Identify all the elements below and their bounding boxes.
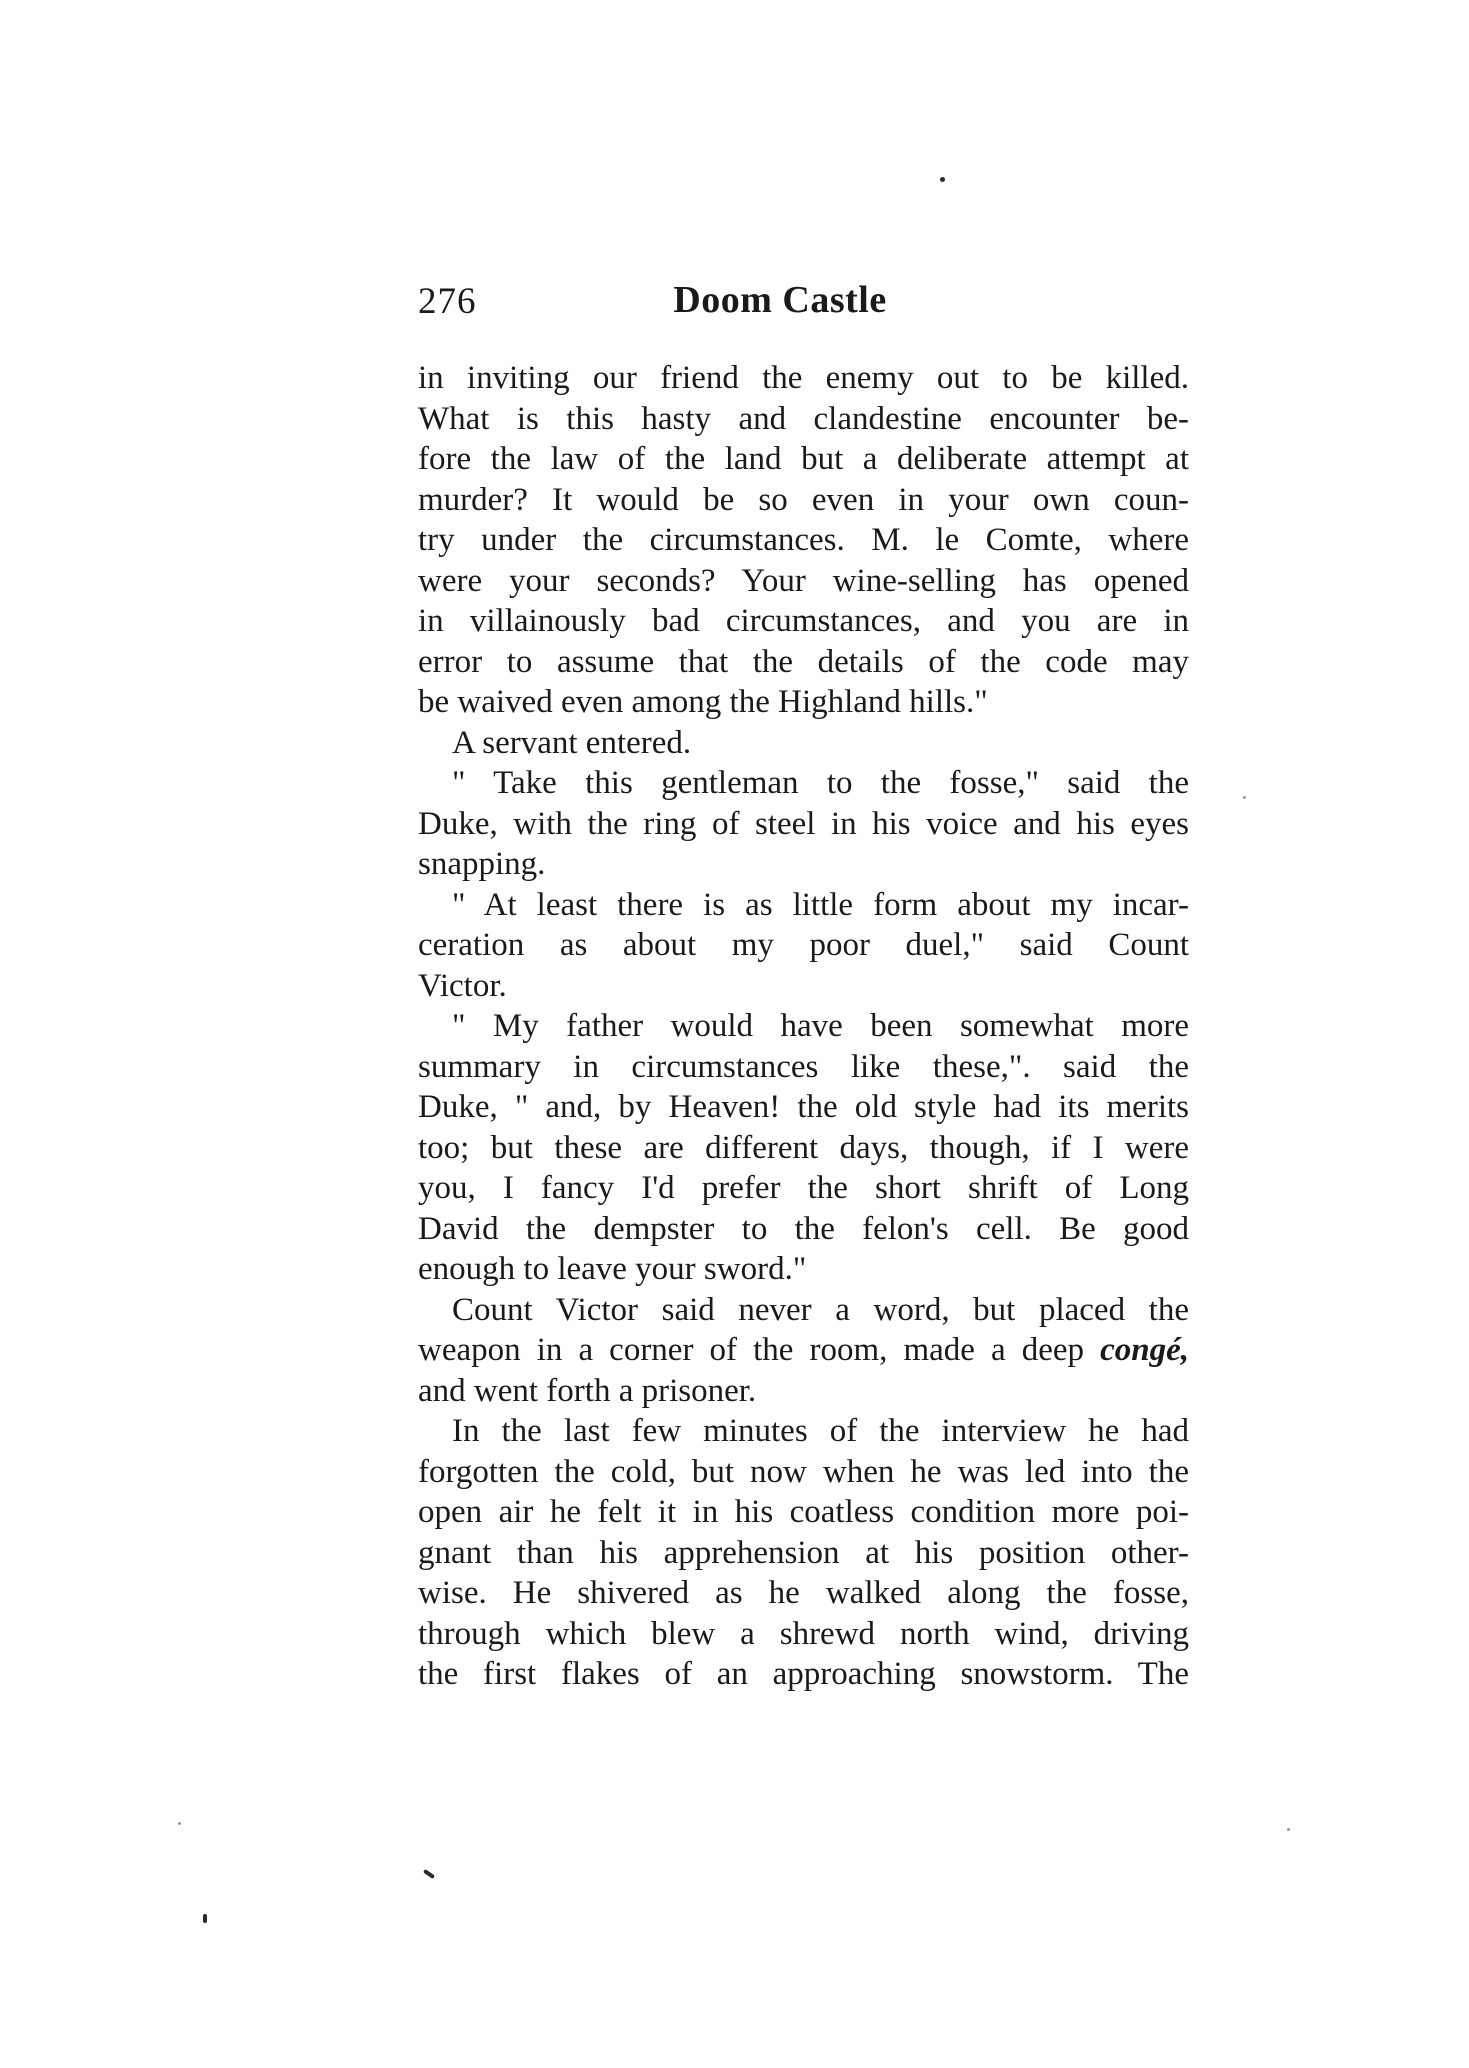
text-line: fore the law of the land but a deliberate attempt at xyxy=(418,441,1189,477)
text-line: " Take this gentleman to the fosse," said the xyxy=(452,765,1189,801)
text-line: the first flakes of an approaching snowstorm. The xyxy=(418,1656,1189,1692)
text-line: error to assume that the details of the code may xyxy=(418,643,1189,680)
text-line: try under the circumstances. M. le Comte, where xyxy=(418,522,1189,558)
text-line: summary in circumstances like these,". said the xyxy=(418,1048,1189,1085)
text-line: in inviting our friend the enemy out to be killed. xyxy=(418,360,1189,396)
text-line: What is this hasty and clandestine encounter be- xyxy=(418,400,1189,437)
text-line: open air he felt it in his coatless condition more poi- xyxy=(418,1494,1189,1530)
text-line: " At least there is as little form about my incar- xyxy=(452,886,1189,923)
text-line: too; but these are different days, though, if I were xyxy=(418,1129,1189,1166)
text-line: through which blew a shrewd north wind, driving xyxy=(418,1615,1189,1652)
text-line: Victor. xyxy=(418,967,507,1004)
text-line: and went forth a prisoner. xyxy=(418,1372,757,1409)
running-head: Doom Castle xyxy=(673,279,887,321)
text-line: snapping. xyxy=(418,846,546,882)
scan-speck xyxy=(1287,1828,1290,1831)
text-line: enough to leave your sword." xyxy=(418,1251,807,1287)
text-line: " My father would have been somewhat more xyxy=(452,1008,1189,1044)
scan-speck xyxy=(178,1822,181,1825)
text-line: Duke, with the ring of steel in his voice and his eyes xyxy=(418,805,1189,842)
text-line: forgotten the cold, but now when he was led into the xyxy=(418,1453,1189,1490)
italic-word: congé, xyxy=(1100,1332,1189,1368)
text-line: were your seconds? Your wine-selling has opened xyxy=(418,562,1189,599)
text-line: A servant entered. xyxy=(452,724,692,761)
text-line: you, I fancy I'd prefer the short shrift of Long xyxy=(418,1170,1189,1206)
page-number: 276 xyxy=(418,281,477,322)
text-line: Duke, " and, by Heaven! the old style had its merits xyxy=(418,1089,1189,1125)
body-text xyxy=(418,358,1189,1695)
scan-speck xyxy=(940,177,945,182)
text-line: Count Victor said never a word, but placed the xyxy=(452,1291,1189,1328)
text-line-with-italic xyxy=(418,1330,1189,1371)
text-line: In the last few minutes of the interview he had xyxy=(452,1413,1189,1449)
text-line: ceration as about my poor duel," said Count xyxy=(418,927,1189,963)
text-line: murder? It would be so even in your own coun- xyxy=(418,481,1189,518)
text-line: David the dempster to the felon's cell. Be good xyxy=(418,1210,1189,1247)
text-line: wise. He shivered as he walked along the fosse, xyxy=(418,1575,1189,1611)
scan-speck xyxy=(1243,796,1246,799)
text-segment: weapon in a corner of the room, made a deep xyxy=(418,1332,1085,1368)
text-line: gnant than his apprehension at his position other- xyxy=(418,1534,1189,1571)
text-line: in villainously bad circumstances, and you are in xyxy=(418,603,1189,639)
text-line: be waived even among the Highland hills." xyxy=(418,684,988,720)
scan-speck xyxy=(423,1869,435,1879)
scan-speck xyxy=(203,1914,207,1923)
